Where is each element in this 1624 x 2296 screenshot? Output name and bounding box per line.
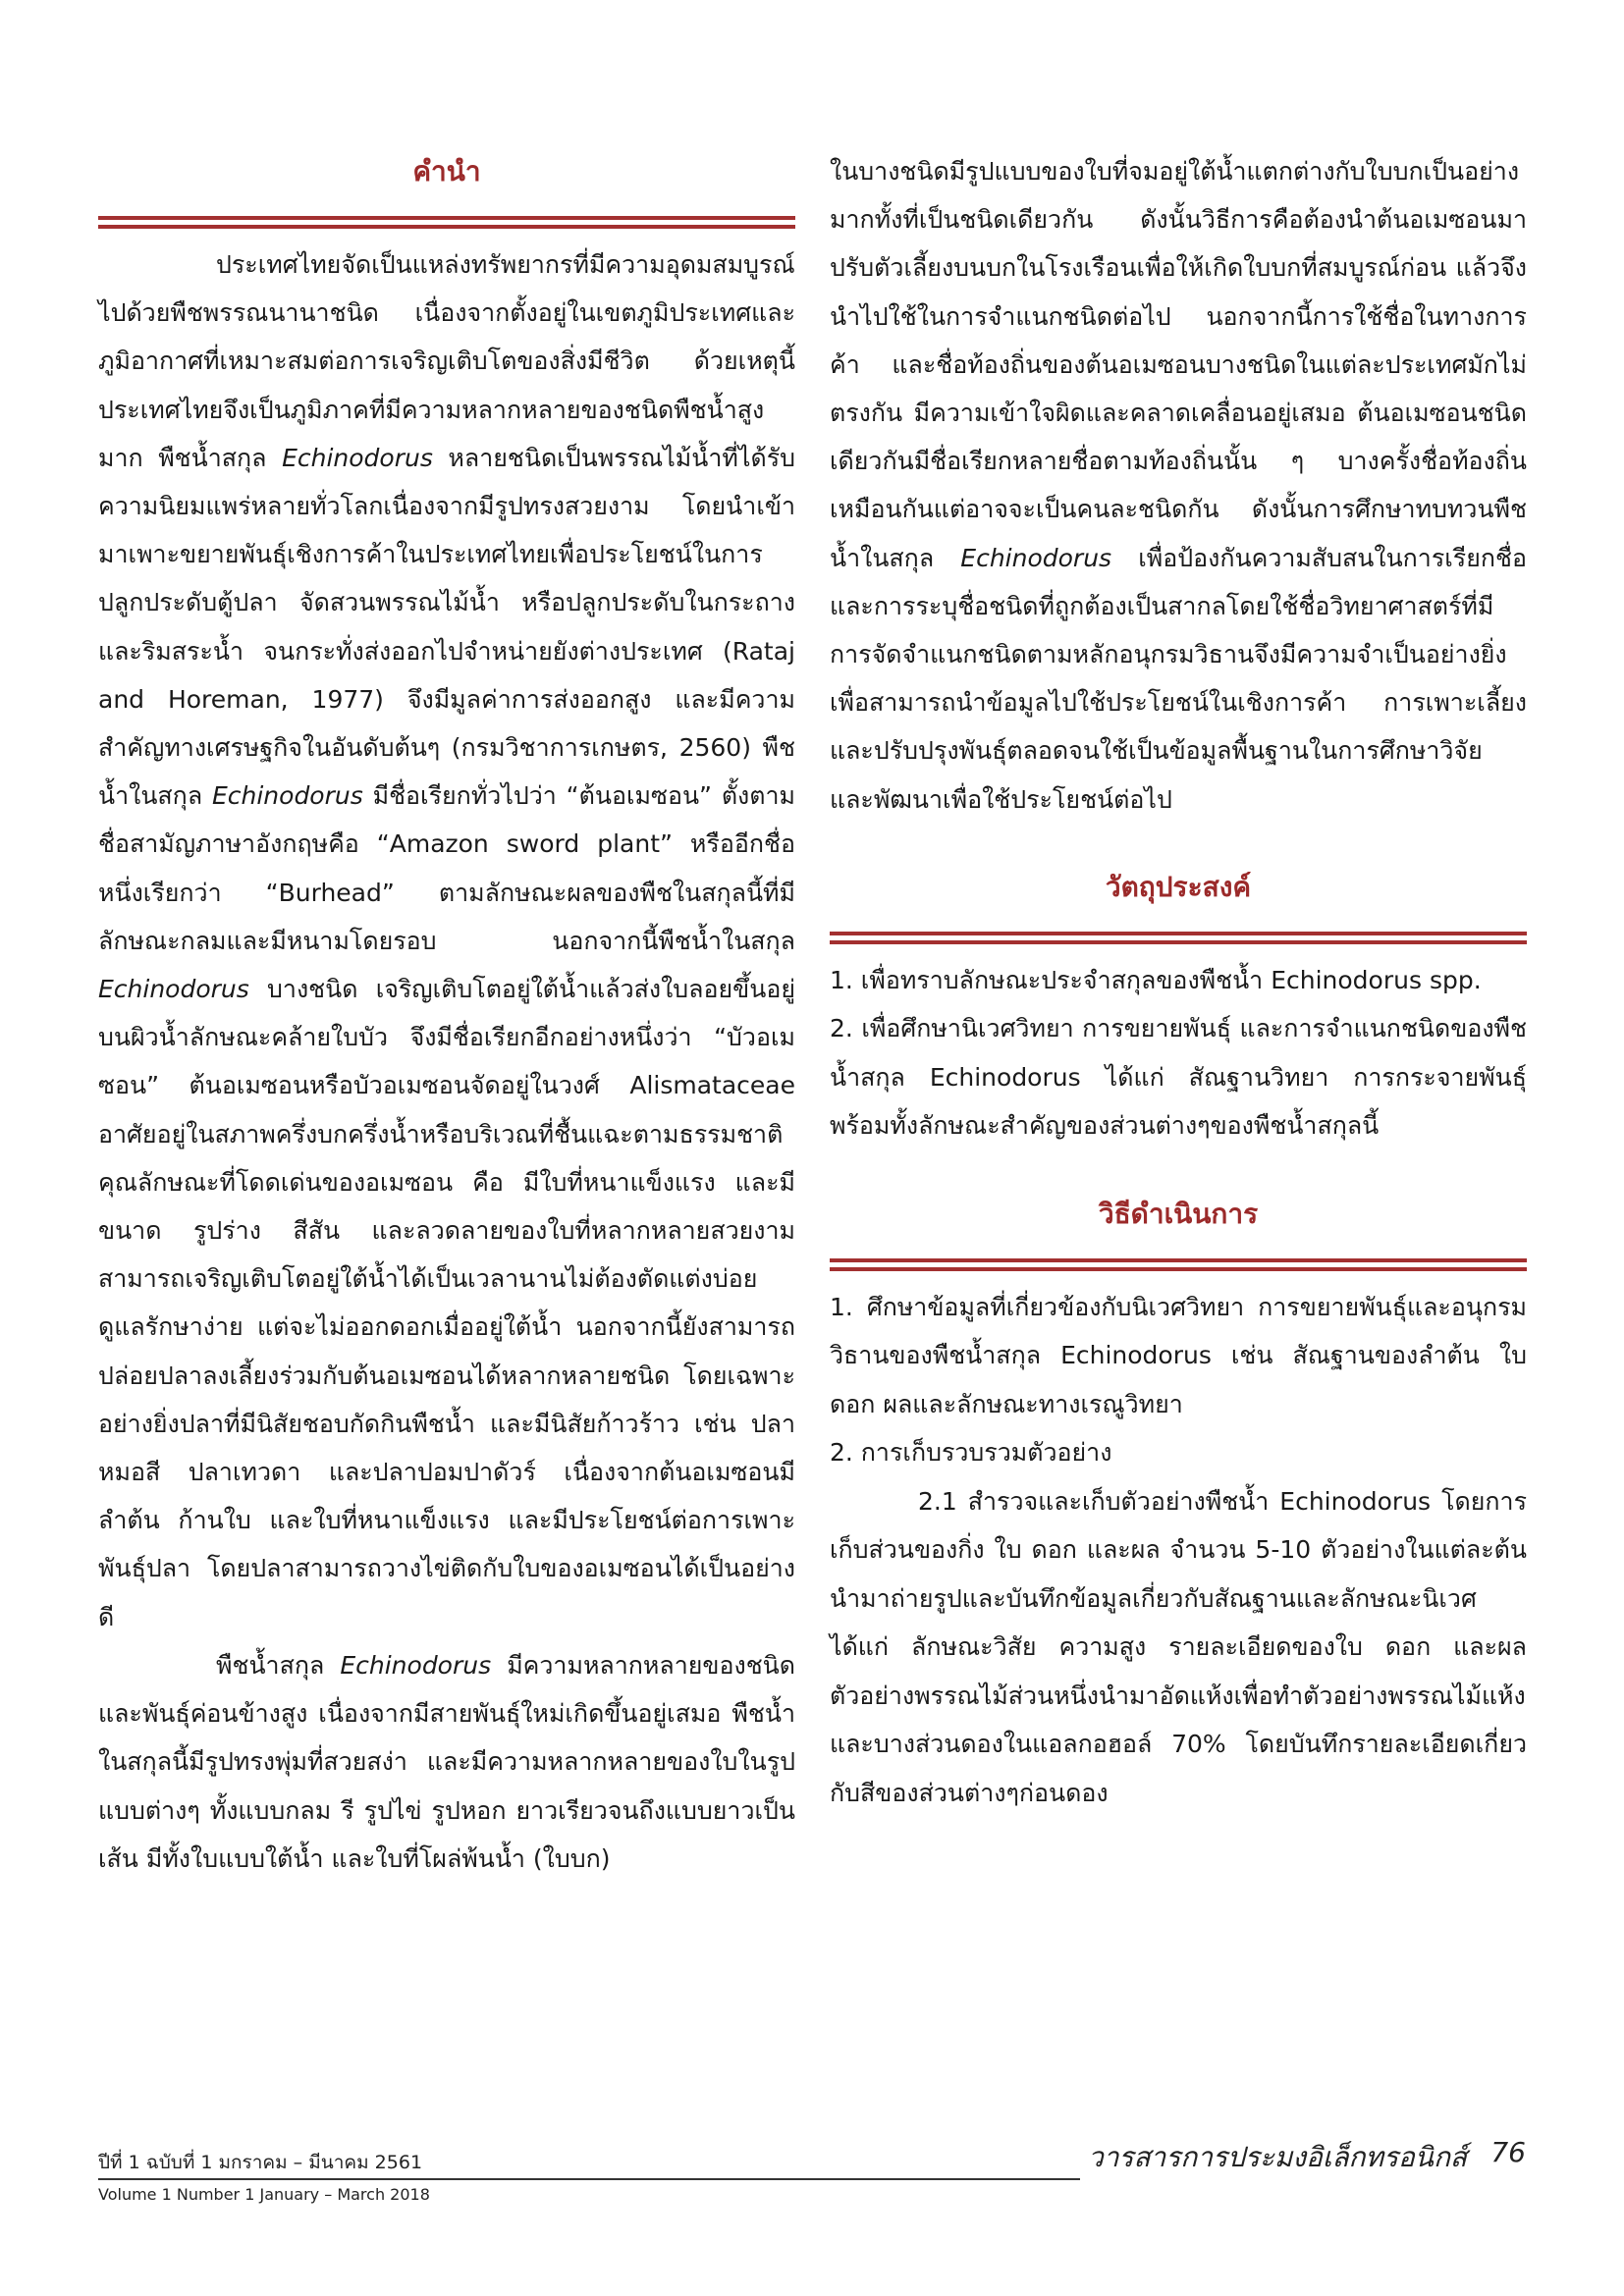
journal-name: วารสารการประมงอิเล็กทรอนิกส์ (1087, 2141, 1467, 2173)
heading-rule (830, 940, 1527, 944)
page-footer (98, 2130, 1526, 2218)
section-title-objectives: วัตถุประสงค์ (1105, 870, 1252, 903)
intro-paragraph-2: พืชน้ำสกุล Echinodorus มีความหลากหลายของชนิดและพันธุ์ค่อนข้างสูง เนื่องจากมีสายพันธุ์ใหม่เกิดขึ้นอยู่เสมอ พืชน้ำในสกุลนี้มีรูปทรงพุ่มที่สวยสง่า และมีความหลากหลายของใบในรูปแบบต่างๆ ทั้งแบบกลม รี รูปไข่ รูปหอก ยาวเรียวจนถึงแบบยาวเป็นเส้น มีทั้งใบแบบใต้น้ำ และใบที่โผล่พ้นน้ำ (ใบบก) (98, 1650, 796, 1873)
heading-rule (830, 1267, 1527, 1271)
objectives-heading (830, 863, 1527, 956)
heading-rule (98, 225, 795, 229)
heading-rule (98, 216, 795, 220)
methods-heading (830, 1190, 1527, 1283)
objective-item: 1. เพื่อทราบลักษณะประจำสกุลของพืชน้ำ Echinodorus spp. (830, 965, 1482, 994)
objective-item: 2. เพื่อศึกษานิเวศวิทยา การขยายพันธุ์ และการจำแนกชนิดของพืชน้ำสกุล Echinodorus ได้แก่ สัณฐานวิทยา การกระจายพันธุ์ พร้อมทั้งลักษณะสำคัญของส่วนต่างๆของพืชน้ำสกุลนี้ (830, 1014, 1528, 1141)
page-number: 76 (1490, 2136, 1526, 2168)
method-subitem: 2.1 สำรวจและเก็บตัวอย่างพืชน้ำ Echinodorus โดยการเก็บส่วนของกิ่ง ใบ ดอก และผล จำนวน 5-10 ตัวอย่างในแต่ละต้นนำมาถ่ายรูปและบันทึกข้อมูลเกี่ยวกับสัณฐานและลักษณะนิเวศ ได้แก่ ลักษณะวิสัย ความสูง รายละเอียดของใบ ดอก และผล ตัวอย่างพรรณไม้ส่วนหนึ่งนำมาอัดแห้งเพื่อทำตัวอย่างพรรณไม้แห้งและบางส่วนดองในแอลกอฮอล์ 70% โดยบันทึกรายละเอียดเกี่ยวกับสีของส่วนต่างๆก่อนดอง (830, 1486, 1527, 1807)
intro-paragraph-3: ในบางชนิดมีรูปแบบของใบที่จมอยู่ใต้น้ำแตกต่างกับใบบกเป็นอย่างมากทั้งที่เป็นชนิดเดียวกัน ดังนั้นวิธีการคือต้องนำต้นอเมซอนมาปรับตัวเลี้ยงบนบกในโรงเรือนเพื่อให้เกิดใบบกที่สมบูรณ์ก่อน แล้วจึงนำไปใช้ในการจำแนกชนิดต่อไป นอกจากนี้การใช้ชื่อในทางการค้า และชื่อท้องถิ่นของต้นอเมซอนบางชนิดในแต่ละประเทศมักไม่ตรงกัน มีความเข้าใจผิดและคลาดเคลื่อนอยู่เสมอ ต้นอเมซอนชนิดเดียวกันมีชื่อเรียกหลายชื่อตามท้องถิ่นนั้น ๆ บางครั้งชื่อท้องถิ่นเหมือนกันแต่อาจจะเป็นคนละชนิดกัน ดังนั้นการศึกษาทบทวนพืชน้ำในสกุล Echinodorus เพื่อป้องกันความสับสนในการเรียกชื่อ และการระบุชื่อชนิดที่ถูกต้องเป็นสากลโดยใช้ชื่อวิทยาศาสตร์ที่มีการจัดจำแนกชนิดตามหลักอนุกรมวิธานจึงมีความจำเป็นอย่างยิ่ง เพื่อสามารถนำข้อมูลไปใช้ประโยชน์ในเชิงการค้า การเพาะเลี้ยงและปรับปรุงพันธุ์ตลอดจนใช้เป็นข้อมูลพื้นฐานในการศึกษาวิจัย และพัฒนาเพื่อใช้ประโยชน์ต่อไป (830, 157, 1528, 814)
heading-rule (830, 932, 1527, 935)
method-item: 1. ศึกษาข้อมูลที่เกี่ยวข้องกับนิเวศวิทยา การขยายพันธุ์และอนุกรมวิธานของพืชน้ำสกุล Echinodorus เช่น สัณฐานของลำต้น ใบ ดอก ผลและลักษณะทางเรณูวิทยา (830, 1292, 1527, 1418)
footer-rule (98, 2178, 1080, 2180)
section-title-methods: วิธีดำเนินการ (1098, 1197, 1259, 1230)
intro-paragraph-1: ประเทศไทยจัดเป็นแหล่งทรัพยากรที่มีความอุดมสมบูรณ์ไปด้วยพืชพรรณนานาชนิด เนื่องจากตั้งอยู่ในเขตภูมิประเทศและภูมิอากาศที่เหมาะสมต่อการเจริญเติบโตของสิ่งมีชีวิต ด้วยเหตุนี้ประเทศไทยจึงเป็นภูมิภาคที่มีความหลากหลายของชนิดพืชน้ำสูงมาก พืชน้ำสกุล Echinodorus หลายชนิดเป็นพรรณไม้น้ำที่ได้รับความนิยมแพร่หลายทั่วโลกเนื่องจากมีรูปทรงสวยงาม โดยนำเข้ามาเพาะขยายพันธุ์เชิงการค้าในประเทศไทยเพื่อประโยชน์ในการปลูกประดับตู้ปลา จัดสวนพรรณไม้น้ำ หรือปลูกประดับในกระถางและริมสระน้ำ จนกระทั่งส่งออกไปจำหน่ายยังต่างประเทศ (Rataj and Horeman, 1977) จึงมีมูลค่าการส่งออกสูง และมีความสำคัญทางเศรษฐกิจในอันดับต้นๆ (กรมวิชาการเกษตร, 2560) พืชน้ำในสกุล Echinodorus มีชื่อเรียกทั่วไปว่า “ต้นอเมซอน” ตั้งตามชื่อสามัญภาษาอังกฤษคือ “Amazon sword plant” หรืออีกชื่อหนึ่งเรียกว่า “Burhead” ตามลักษณะผลของพืชในสกุลนี้ที่มีลักษณะกลมและมีหนามโดยรอบ นอกจากนี้พืชน้ำในสกุล Echinodorus บางชนิด เจริญเติบโตอยู่ใต้น้ำแล้วส่งใบลอยขึ้นอยู่บนผิวน้ำลักษณะคล้ายใบบัว จึงมีชื่อเรียกอีกอย่างหนึ่งว่า “บัวอเมซอน” ต้นอเมซอนหรือบัวอเมซอนจัดอยู่ในวงศ์ Alismataceae อาศัยอยู่ในสภาพครึ่งบกครึ่งน้ำหรือบริเวณที่ชื้นแฉะตามธรรมชาติ คุณลักษณะที่โดดเด่นของอเมซอน คือ มีใบที่หนาแข็งแรง และมีขนาด รูปร่าง สีสัน และลวดลายของใบที่หลากหลายสวยงาม สามารถเจริญเติบโตอยู่ใต้น้ำได้เป็นเวลานานไม่ต้องตัดแต่งบ่อย ดูแลรักษาง่าย แต่จะไม่ออกดอกเมื่ออยู่ใต้น้ำ นอกจากนี้ยังสามารถปล่อยปลาลงเลี้ยงร่วมกับต้นอเมซอนได้หลากหลายชนิด โดยเฉพาะอย่างยิ่งปลาที่มีนิสัยชอบกัดกินพืชน้ำ และมีนิสัยก้าวร้าว เช่น ปลาหมอสี ปลาเทวดา และปลาปอมปาดัวร์ เนื่องจากต้นอเมซอนมีลำต้น ก้านใบ และใบที่หนาแข็งแรง และมีประโยชน์ต่อการเพาะพันธุ์ปลา โดยปลาสามารถวางไข่ติดกับใบของอเมซอนได้เป็นอย่างดี (98, 250, 796, 1631)
left-column (98, 147, 795, 1883)
issue-thai: ปีที่ 1 ฉบับที่ 1 มกราคม – มีนาคม 2561 (98, 2152, 423, 2173)
method-item: 2. การเก็บรวบรวมตัวอย่าง (830, 1438, 1112, 1468)
intro-heading (98, 147, 795, 240)
right-column (830, 147, 1527, 1817)
section-title-intro: คำนำ (412, 155, 481, 187)
issue-english: Volume 1 Number 1 January – March 2018 (98, 2185, 430, 2204)
heading-rule (830, 1258, 1527, 1262)
